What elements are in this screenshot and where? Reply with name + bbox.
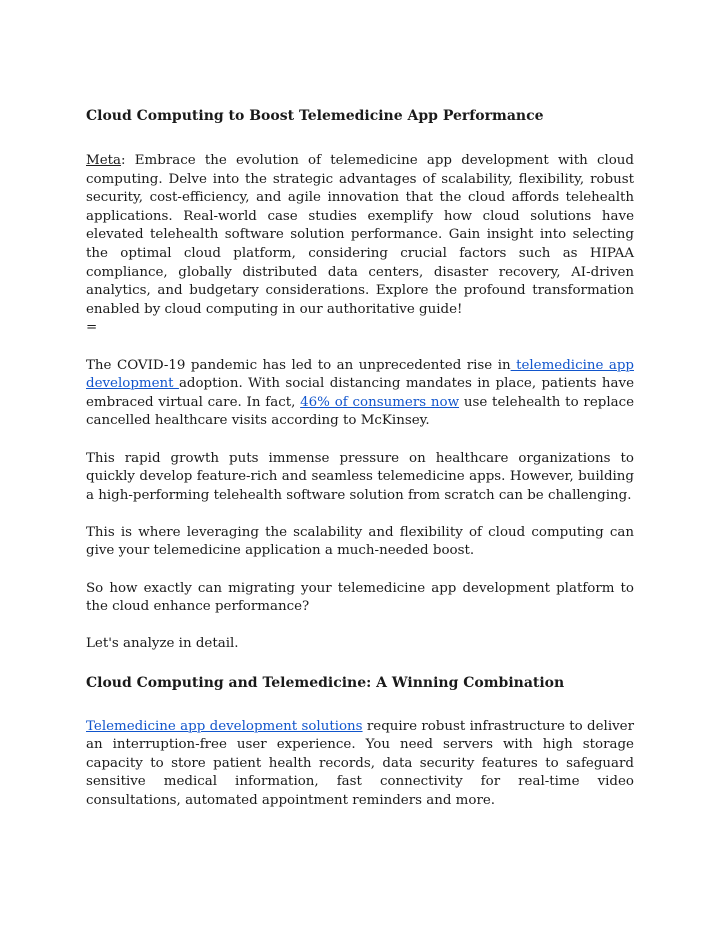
paragraph-covid-text-3: use telehealth to replace cancelled healthcare visits according to McKinsey. <box>86 394 635 429</box>
consumers-stat-link[interactable]: 46% of consumers now <box>300 394 460 410</box>
paragraph-covid-text-2: adoption. With social distancing mandates in place, patients have embraced virtual care. In fact, <box>86 376 634 410</box>
meta-paragraph <box>86 152 634 319</box>
paragraph-how-migrating: So how exactly can migrating your telemedicine app development platform to the cloud enhance performance? <box>86 580 634 615</box>
telemedicine-app-development-link[interactable]: telemedicine app development <box>86 357 634 392</box>
meta-separator: = <box>86 320 98 336</box>
paragraph-infrastructure-text: require robust infrastructure to deliver an interruption-free user experience. You need servers with high storage capacity to store patient health records, data security features to safeguard sensitive medical information, fast connectivity for real-time video consultations, automated appointment reminders and more. <box>86 718 634 808</box>
paragraph-covid <box>86 357 634 431</box>
paragraph-leveraging-cloud: This is where leveraging the scalability and flexibility of cloud computing can give your telemedicine application a much-needed boost. <box>86 524 634 559</box>
paragraph-infrastructure <box>86 718 634 811</box>
telemedicine-solutions-link[interactable]: Telemedicine app development solutions <box>86 718 363 734</box>
section-heading: Cloud Computing and Telemedicine: A Winning Combination <box>86 674 565 691</box>
meta-label: Meta <box>86 153 122 168</box>
paragraph-analyze: Let's analyze in detail. <box>86 636 239 652</box>
document-title: Cloud Computing to Boost Telemedicine App Performance <box>86 108 544 124</box>
meta-text: : Embrace the evolution of telemedicine app development with cloud computing. Delve into the strategic advantages of scalability, flexibility, robust security, cost-efficiency, and agile innovation that the cloud affords telehealth applications. Real-world case studies exemplify how cloud solutions have elevated telehealth software solution performance. Gain insight into selecting the optimal cloud platform, considering crucial factors such as HIPAA compliance, globally distributed data centers, disaster recovery, AI-driven analytics, and budgetary considerations. Explore the profound transformation enabled by cloud computing in our authoritative guide! <box>86 153 634 317</box>
paragraph-rapid-growth: This rapid growth puts immense pressure on healthcare organizations to quickly develop feature-rich and seamless telemedicine apps. However, building a high-performing telehealth software solution from scratch can be challenging. <box>86 450 634 503</box>
paragraph-covid-text-1: The COVID-19 pandemic has led to an unprecedented rise in <box>86 357 511 373</box>
